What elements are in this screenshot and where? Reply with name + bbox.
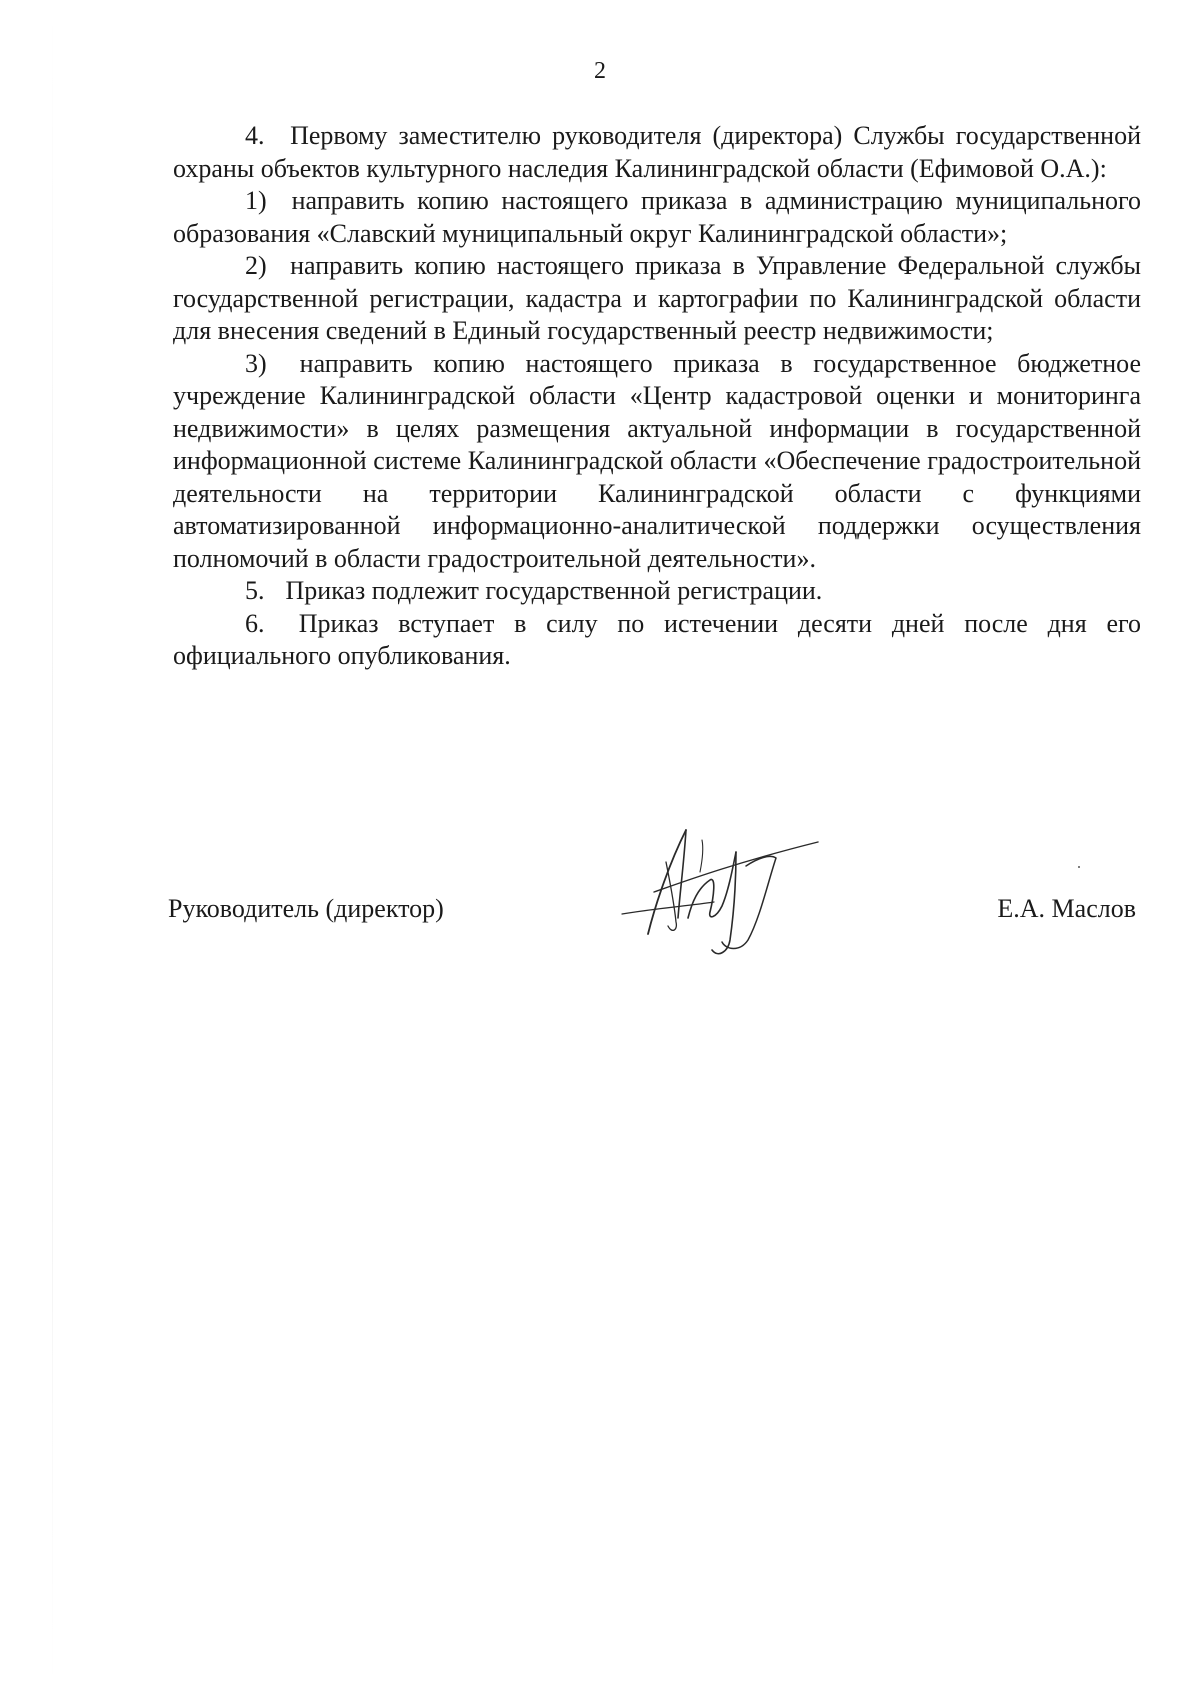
scan-edge-shadow <box>52 0 53 1697</box>
paragraph-text: Первому заместителю руководителя (директора) Службы государственной охраны объектов культурного наследия Калининградской области (Ефимовой О.А.): <box>173 121 1142 183</box>
scan-speck <box>1078 866 1080 868</box>
paragraph-number: 3) <box>245 348 267 378</box>
paragraph-number: 6. <box>245 608 265 638</box>
paragraph-text: направить копию настоящего приказа в государственное бюджетное учреждение Калининградской области «Центр кадастровой оценки и мониторинга недвижимости» в целях размещения актуальной информации в государственной информационной системе Калининградской области «Обеспечение градостроительной деятельности на территории Калининградской области с функциями автоматизированной информационно-аналитической поддержки осуществления полномочий в области градостроительной деятельности». <box>173 348 1142 573</box>
paragraph-subitem-3 <box>173 348 1141 576</box>
paragraph-item-5 <box>173 575 1141 608</box>
signatory-name: Е.А. Маслов <box>997 894 1136 923</box>
paragraph-number: 1) <box>245 186 267 215</box>
paragraph-subitem-1 <box>173 185 1141 250</box>
signatory-title: Руководитель (директор) <box>168 894 444 923</box>
paragraph-item-4 <box>173 120 1141 185</box>
paragraph-subitem-2 <box>173 250 1141 348</box>
paragraph-number: 5. <box>245 576 265 605</box>
signature-block <box>0 894 1200 934</box>
paragraph-item-6 <box>173 608 1141 673</box>
document-body <box>173 120 1141 673</box>
page-number: 2 <box>594 58 606 84</box>
paragraph-text: Приказ подлежит государственной регистрации. <box>285 576 823 605</box>
paragraph-text: направить копию настоящего приказа в Управление Федеральной службы государственной регистрации, кадастра и картографии по Калининградской области для внесения сведений в Единый государственный реестр недвижимости; <box>173 251 1142 345</box>
paragraph-number: 4. <box>245 121 265 150</box>
paragraph-text: Приказ вступает в силу по истечении десяти дней после дня его официального опубликования. <box>173 608 1142 670</box>
paragraph-number: 2) <box>245 251 267 280</box>
paragraph-text: направить копию настоящего приказа в администрацию муниципального образования «Славский муниципальный округ Калининградской области»; <box>173 186 1142 248</box>
